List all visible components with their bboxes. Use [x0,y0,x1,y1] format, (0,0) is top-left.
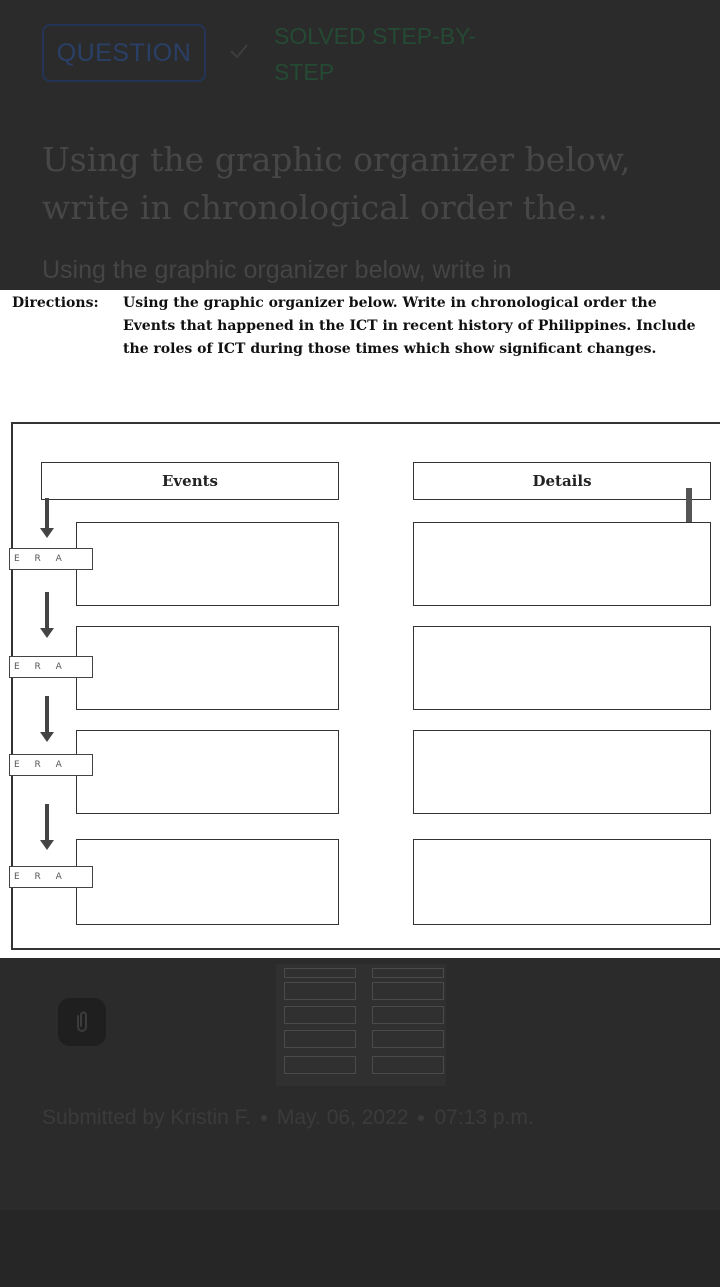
down-arrow-icon [40,696,54,742]
bottom-band [0,1210,720,1287]
submitted-time: 07:13 p.m. [434,1106,534,1129]
era-tag-1: E R A [9,548,93,570]
page-title: Using the graphic organizer below, write in chronological order the... [42,140,631,227]
details-header: Details [413,462,711,500]
event-cell-1 [76,522,339,606]
down-arrow-icon [40,498,54,538]
separator-dot [261,1115,267,1121]
event-cell-2 [76,626,339,710]
graphic-organizer [11,422,720,950]
worksheet-image[interactable] [0,290,720,958]
detail-cell-4 [413,839,711,925]
separator-dot [418,1115,424,1121]
solved-status-label: SOLVED STEP-BY-STEP [274,23,476,85]
down-arrow-icon [40,592,54,638]
question-preview-text: Using the graphic organizer below, write in [42,256,512,284]
check-icon [228,40,250,62]
era-tag-3: E R A [9,754,93,776]
directions-text: Using the graphic organizer below. Write in chronological order the Events that happened in the ICT in recent history of Philippines. Include the roles of ICT during those times which show significant changes. [123,295,696,357]
submitted-by: Submitted by Kristin F. [42,1106,251,1129]
details-connector [686,488,692,522]
paperclip-icon [72,1009,92,1035]
event-cell-3 [76,730,339,814]
detail-cell-1 [413,522,711,606]
directions-label: Directions: [12,295,99,311]
era-tag-4: E R A [9,866,93,888]
era-tag-2: E R A [9,656,93,678]
down-arrow-icon [40,804,54,850]
submitted-date: May. 06, 2022 [276,1106,409,1129]
event-cell-4 [76,839,339,925]
detail-cell-3 [413,730,711,814]
attachment-button[interactable] [58,998,106,1046]
worksheet-thumbnail[interactable] [276,964,446,1086]
submission-meta [42,1106,534,1130]
question-badge: QUESTION [42,24,206,82]
events-header: Events [41,462,339,500]
detail-cell-2 [413,626,711,710]
